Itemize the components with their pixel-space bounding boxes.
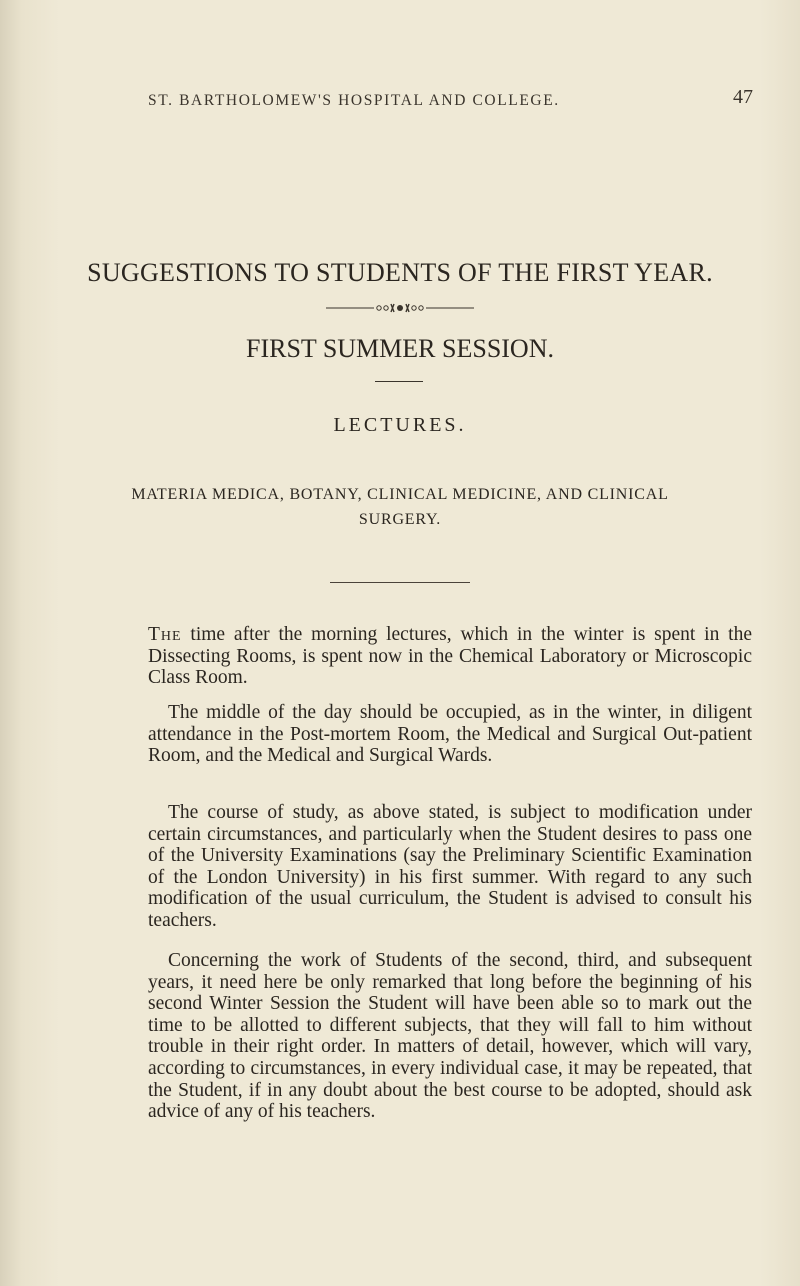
- short-rule: [375, 381, 423, 382]
- running-title: ST. BARTHOLOMEW'S HOSPITAL AND COLLEGE.: [148, 92, 560, 109]
- section-rule: [330, 582, 470, 583]
- session-heading: FIRST SUMMER SESSION.: [245, 334, 554, 363]
- chapter-heading: SUGGESTIONS TO STUDENTS OF THE FIRST YEAR.: [87, 258, 713, 287]
- paragraph-1-text: time after the morning lectures, which in the winter is spent in the Dissecting Rooms, is spent now in the Chemical Laboratory or Microscopic Class Room.: [148, 624, 752, 689]
- running-head: [148, 86, 753, 116]
- page-number: 47: [733, 86, 753, 108]
- lecture-subjects: MATERIA MEDICA, BOTANY, CLINICAL MEDICINE, AND CLINICAL SURGERY.: [131, 486, 669, 528]
- paragraph-1: [148, 624, 752, 689]
- paragraph-2: The middle of the day should be occupied, as in the winter, in diligent attendance in the Post-mortem Room, the Medical and Surgical Out-patient Room, and the Medical and Surgical Wards.: [148, 702, 752, 767]
- paragraph-3: The course of study, as above stated, is subject to modification under certain circumstances, and particularly when the Student desires to pass one of the University Examinations (say the Preliminary Scientific Examination of the London University) in his first summer. With regard to any such modification of the usual curriculum, the Student is advised to consult his teachers.: [148, 802, 752, 931]
- paragraph-1-first-word: The: [148, 624, 182, 645]
- paragraph-4: Concerning the work of Students of the second, third, and subsequent years, it need here be only remarked that long before the beginning of his second Winter Session the Student will have been able so to mark out the time to be allotted to different subjects, that they will fall to him without trouble in their right order. In matters of detail, however, which will vary, according to circumstances, in every individual case, it may be repeated, that the Student, if in any doubt about the best course to be adopted, should ask advice of any of his teachers.: [148, 950, 752, 1123]
- ornament-divider: [0, 298, 800, 318]
- lectures-heading: LECTURES.: [333, 414, 467, 436]
